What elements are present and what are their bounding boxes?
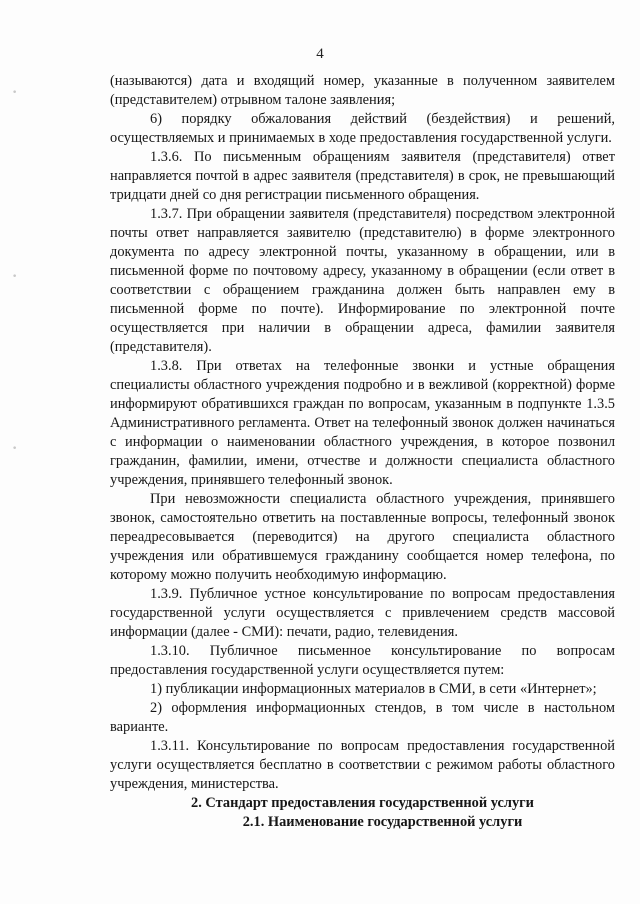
paragraph-item-1: 1) публикации информационных материалов в СМИ, в сети «Интернет»; <box>150 681 597 697</box>
page-number: 4 <box>316 46 324 62</box>
paragraph-item-6: 6) порядку обжалования действий (бездействия) и решений, осуществляемых и принимаемых в ходе предоставления государственной услуги. <box>110 111 615 146</box>
document-page: • • • 4 (называются) дата и входящий номер, указанные в полученном заявителем (представителем) отрывном талоне заявления; 6) порядку обжалования действий (бездействия) и решений, осуществляемых и принимаемых в ходе предоставления государственной услуги. 1.3.6. По письменным обращениям заявителя (представителя) ответ направляется почтой в адрес заявителя (представителя) в срок, не превышающий тридцати дней со дня регистрации письменного обращения. 1.3.7. При обращении заявителя (представителя) посредством электронной почты ответ направляется заявителю (представителю) в форме электронного документа по адресу электронной почты, указанному в обращении, или в письменной форме по почтовому адресу, указанному в обращении (если ответ в соответствии с обращением гражданина должен быть направлен ему в письменной форме по почте). Информирование по электронной почте осуществляется при наличии в обращении адреса, фамилии заявителя (представителя). 1.3.8. При ответах на телефонные звонки и устные обращения специалисты областного учреждения подробно и в вежливой (корректной) форме информируют обратившихся граждан по вопросам, указанным в подпункте 1.3.5 Административного регламента. Ответ на телефонный звонок должен начинаться с информации о наименовании областного учреждения, в которое позвонил гражданин, фамилии, имени, отчестве и должности специалиста областного учреждения, принявшего телефонный звонок. При невозможности специалиста областного учреждения, принявшего звонок, самостоятельно ответить на поставленные вопросы, телефонный звонок переадресовывается (переводится) на другого специалиста областного учреждения или обратившемуся гражданину сообщается номер телефона, по которому можно получить необходимую информацию. 1.3.9. Публичное устное консультирование по вопросам предоставления государственной услуги осуществляется с привлечением средств массовой информации (далее - СМИ): печати, радио, телевидения. 1.3.10. Публичное письменное консультирование по вопросам предоставления государственной услуги осуществляется путем: 1) публикации информационных материалов в СМИ, в сети «Интернет»; 2) оформления информационных стендов, в том числе в настольном варианте. 1.3.11. Консультирование по вопросам предоставления государственной услуги осуществляется бесплатно в соответствии с режимом работы областного учреждения, министерства. 2. Стандарт предоставления государственной услуги 2.1. Наименование государственной услуги <box>0 0 640 904</box>
paragraph-1-3-6: 1.3.6. По письменным обращениям заявителя (представителя) ответ направляется почтой в адрес заявителя (представителя) в срок, не превышающий тридцати дней со дня регистрации письменного обращения. <box>110 149 615 203</box>
paragraph-1-3-7: 1.3.7. При обращении заявителя (представителя) посредством электронной почты ответ направляется заявителю (представителю) в форме электронного документа по адресу электронной почты, указанному в обращении, или в письменной форме по почтовому адресу, указанному в обращении (если ответ в соответствии с обращением гражданина должен быть направлен ему в письменной форме по почте). Информирование по электронной почте осуществляется при наличии в обращении адреса, фамилии заявителя (представителя). <box>110 206 615 355</box>
document-body <box>110 72 615 832</box>
section-heading: 2. Стандарт предоставления государственной услуги <box>191 795 534 811</box>
subsection-heading: 2.1. Наименование государственной услуги <box>242 814 523 830</box>
paragraph-1-3-10: 1.3.10. Публичное письменное консультирование по вопросам предоставления государственной услуги осуществляется путем: <box>110 643 615 678</box>
paragraph-1-3-9: 1.3.9. Публичное устное консультирование по вопросам предоставления государственной услуги осуществляется с привлечением средств массовой информации (далее - СМИ): печати, радио, телевидения. <box>110 586 615 640</box>
paragraph-redirect: При невозможности специалиста областного учреждения, принявшего звонок, самостоятельно ответить на поставленные вопросы, телефонный звонок переадресовывается (переводится) на другого специалиста областного учреждения или обратившемуся гражданину сообщается номер телефона, по которому можно получить необходимую информацию. <box>110 491 615 583</box>
paragraph-1-3-8: 1.3.8. При ответах на телефонные звонки и устные обращения специалисты областного учреждения подробно и в вежливой (корректной) форме информируют обратившихся граждан по вопросам, указанным в подпункте 1.3.5 Административного регламента. Ответ на телефонный звонок должен начинаться с информации о наименовании областного учреждения, в которое позвонил гражданин, фамилии, имени, отчестве и должности специалиста областного учреждения, принявшего телефонный звонок. <box>110 358 615 488</box>
paragraph-continuation: (называются) дата и входящий номер, указанные в полученном заявителем (представителем) отрывном талоне заявления; <box>110 73 615 108</box>
paragraph-1-3-11: 1.3.11. Консультирование по вопросам предоставления государственной услуги осуществляется бесплатно в соответствии с режимом работы областного учреждения, министерства. <box>110 738 615 792</box>
paragraph-item-2: 2) оформления информационных стендов, в том числе в настольном варианте. <box>110 700 615 735</box>
